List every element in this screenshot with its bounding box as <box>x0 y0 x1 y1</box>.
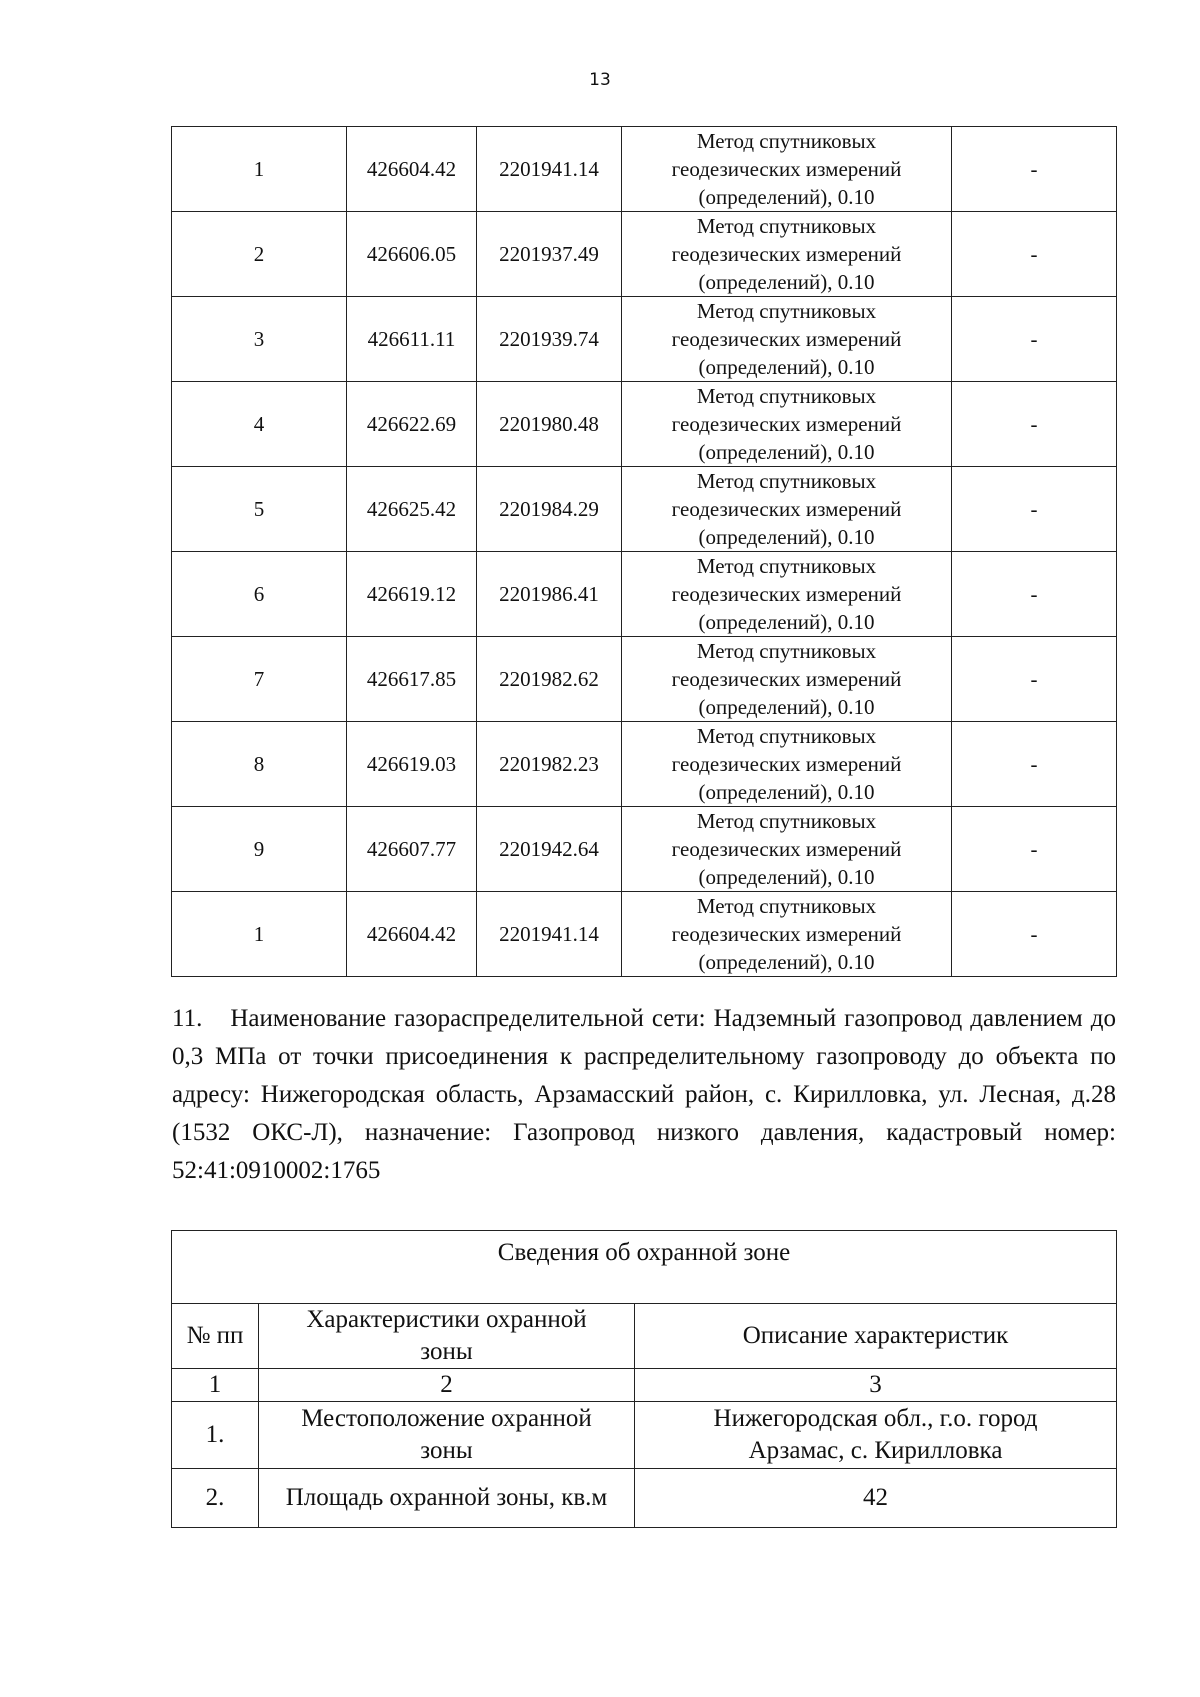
coordinates-row <box>172 722 1117 807</box>
method-line-2: геодезических измерений <box>671 242 902 266</box>
method-line-2: геодезических измерений <box>671 752 902 776</box>
y-coordinate-cell: 2201984.29 <box>477 467 622 552</box>
y-coordinate-cell: 2201982.62 <box>477 637 622 722</box>
zone-row-description <box>635 1402 1117 1469</box>
characteristic-line1: Местоположение охранной <box>301 1405 592 1432</box>
characteristic-line2: зоны <box>420 1437 473 1464</box>
method-line-1: Метод спутниковых <box>696 384 877 408</box>
method-line-3: (определений), 0.10 <box>698 185 875 209</box>
method-line-2: геодезических измерений <box>671 412 902 436</box>
method-line-2: геодезических измерений <box>671 582 902 606</box>
method-line-1: Метод спутниковых <box>696 724 877 748</box>
coordinates-table <box>171 126 1117 977</box>
header-characteristics-line2: зоны <box>420 1338 473 1365</box>
method-cell <box>622 127 952 212</box>
coordinates-row <box>172 552 1117 637</box>
zone-table-title: Сведения об охранной зоне <box>172 1231 1117 1304</box>
x-coordinate-cell: 426606.05 <box>347 212 477 297</box>
coordinates-row <box>172 807 1117 892</box>
method-line-2: геодезических измерений <box>671 922 902 946</box>
header-characteristics-line1: Характеристики охранной <box>306 1306 587 1333</box>
y-coordinate-cell: 2201937.49 <box>477 212 622 297</box>
method-cell <box>622 552 952 637</box>
x-coordinate-cell: 426611.11 <box>347 297 477 382</box>
method-line-1: Метод спутниковых <box>696 129 877 153</box>
method-line-2: геодезических измерений <box>671 667 902 691</box>
zone-row-characteristic <box>259 1402 635 1469</box>
section-text: Наименование газораспределительной сети: Надземный газопровод давлением до 0,3 МПа от точки присоединения к распределительному газопроводу до объекта по адресу: Нижегородская область, Арзамасский район, с. Кирилловка, ул. Лесная, д.28 (1532 ОКС-Л), назначение: Газопровод низкого давления, кадастровый номер: 52:41:0910002:1765 <box>172 1005 1116 1184</box>
note-cell: - <box>952 892 1117 977</box>
coordinates-row <box>172 382 1117 467</box>
section-number: 11. <box>172 1005 203 1032</box>
method-line-3: (определений), 0.10 <box>698 440 875 464</box>
method-line-3: (определений), 0.10 <box>698 355 875 379</box>
method-line-2: геодезических измерений <box>671 497 902 521</box>
zone-row-description: 42 <box>635 1469 1117 1528</box>
point-number-cell: 9 <box>172 807 347 892</box>
method-line-1: Метод спутниковых <box>696 894 877 918</box>
method-cell <box>622 722 952 807</box>
point-number-cell: 8 <box>172 722 347 807</box>
y-coordinate-cell: 2201939.74 <box>477 297 622 382</box>
method-cell <box>622 467 952 552</box>
header-characteristics <box>259 1304 635 1369</box>
x-coordinate-cell: 426604.42 <box>347 127 477 212</box>
method-cell <box>622 807 952 892</box>
header-description: Описание характеристик <box>635 1304 1117 1369</box>
header-number: № пп <box>172 1304 259 1369</box>
x-coordinate-cell: 426604.42 <box>347 892 477 977</box>
note-cell: - <box>952 212 1117 297</box>
method-cell <box>622 297 952 382</box>
section-11-paragraph <box>172 1000 1116 1190</box>
point-number-cell: 1 <box>172 892 347 977</box>
y-coordinate-cell: 2201942.64 <box>477 807 622 892</box>
coordinates-row <box>172 297 1117 382</box>
note-cell: - <box>952 807 1117 892</box>
method-line-3: (определений), 0.10 <box>698 270 875 294</box>
index-cell-2: 2 <box>259 1369 635 1402</box>
point-number-cell: 1 <box>172 127 347 212</box>
method-cell <box>622 212 952 297</box>
method-line-1: Метод спутниковых <box>696 469 877 493</box>
method-line-2: геодезических измерений <box>671 837 902 861</box>
method-line-3: (определений), 0.10 <box>698 780 875 804</box>
note-cell: - <box>952 722 1117 807</box>
x-coordinate-cell: 426619.12 <box>347 552 477 637</box>
method-line-1: Метод спутниковых <box>696 809 877 833</box>
y-coordinate-cell: 2201980.48 <box>477 382 622 467</box>
zone-row-number: 1. <box>172 1402 259 1469</box>
page-number: 13 <box>589 70 611 90</box>
point-number-cell: 7 <box>172 637 347 722</box>
method-line-1: Метод спутниковых <box>696 554 877 578</box>
x-coordinate-cell: 426625.42 <box>347 467 477 552</box>
x-coordinate-cell: 426607.77 <box>347 807 477 892</box>
coordinates-row <box>172 127 1117 212</box>
x-coordinate-cell: 426622.69 <box>347 382 477 467</box>
note-cell: - <box>952 552 1117 637</box>
zone-row-characteristic: Площадь охранной зоны, кв.м <box>259 1469 635 1528</box>
note-cell: - <box>952 467 1117 552</box>
point-number-cell: 3 <box>172 297 347 382</box>
note-cell: - <box>952 637 1117 722</box>
y-coordinate-cell: 2201941.14 <box>477 892 622 977</box>
point-number-cell: 4 <box>172 382 347 467</box>
y-coordinate-cell: 2201941.14 <box>477 127 622 212</box>
coordinates-row <box>172 637 1117 722</box>
x-coordinate-cell: 426617.85 <box>347 637 477 722</box>
note-cell: - <box>952 297 1117 382</box>
point-number-cell: 5 <box>172 467 347 552</box>
method-cell <box>622 382 952 467</box>
description-line1: Нижегородская обл., г.о. город <box>713 1405 1038 1432</box>
method-line-1: Метод спутниковых <box>696 299 877 323</box>
point-number-cell: 2 <box>172 212 347 297</box>
description-line2: Арзамас, с. Кирилловка <box>748 1437 1003 1464</box>
zone-row-number: 2. <box>172 1469 259 1528</box>
method-line-3: (определений), 0.10 <box>698 610 875 634</box>
method-line-2: геодезических измерений <box>671 327 902 351</box>
note-cell: - <box>952 127 1117 212</box>
index-cell-1: 1 <box>172 1369 259 1402</box>
coordinates-row <box>172 467 1117 552</box>
method-line-3: (определений), 0.10 <box>698 695 875 719</box>
coordinates-row <box>172 212 1117 297</box>
index-cell-3: 3 <box>635 1369 1117 1402</box>
note-cell: - <box>952 382 1117 467</box>
method-cell <box>622 637 952 722</box>
protection-zone-table <box>171 1230 1117 1528</box>
method-line-3: (определений), 0.10 <box>698 525 875 549</box>
y-coordinate-cell: 2201986.41 <box>477 552 622 637</box>
method-line-2: геодезических измерений <box>671 157 902 181</box>
x-coordinate-cell: 426619.03 <box>347 722 477 807</box>
method-cell <box>622 892 952 977</box>
method-line-3: (определений), 0.10 <box>698 950 875 974</box>
point-number-cell: 6 <box>172 552 347 637</box>
method-line-3: (определений), 0.10 <box>698 865 875 889</box>
coordinates-row <box>172 892 1117 977</box>
y-coordinate-cell: 2201982.23 <box>477 722 622 807</box>
method-line-1: Метод спутниковых <box>696 639 877 663</box>
method-line-1: Метод спутниковых <box>696 214 877 238</box>
